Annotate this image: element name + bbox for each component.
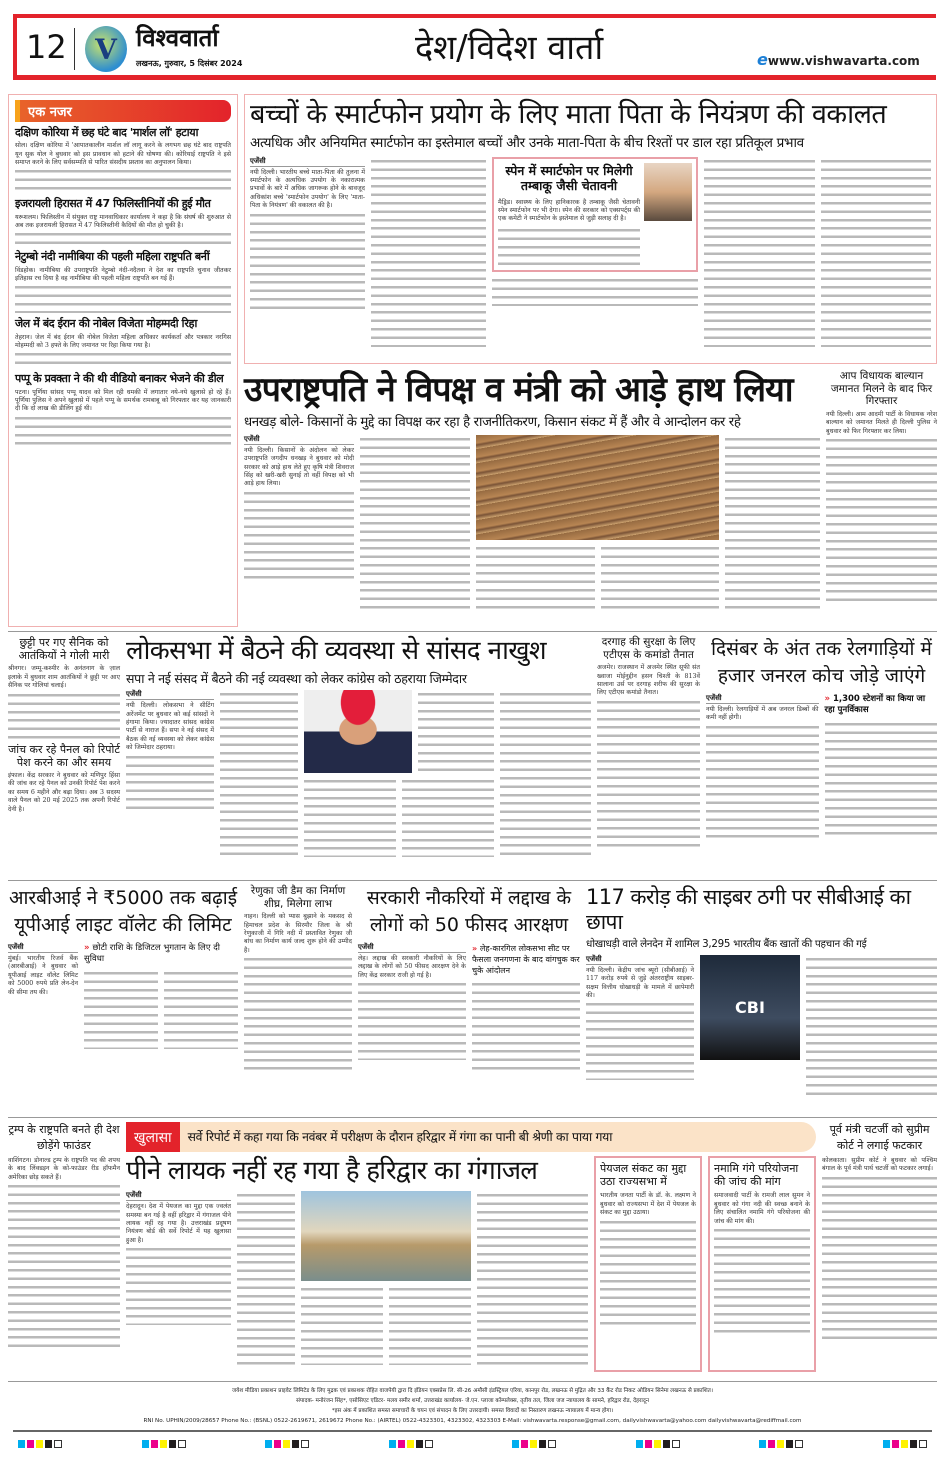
- website-link[interactable]: ewww.vishwavarta.com: [757, 50, 920, 69]
- soldier-body: श्रीनगर। जम्मू-कश्मीर के अनंतनाग के ज़ाल इलाके में बुधवार शाम आतंकियों ने छुट्टी पर आए सैनिक पर गोलियां चलाई।: [8, 665, 120, 690]
- loksabha-headline: लोकसभा में बैठने की व्यवस्था से सांसद नाखुश: [126, 636, 546, 666]
- vp-headline: उपराष्ट्रपति ने विपक्ष व मंत्री को आड़े हाथ लिया: [244, 370, 793, 410]
- paper-name: विश्ववार्ता: [136, 24, 219, 52]
- color-bar: [18, 1440, 62, 1448]
- soldier-title: छुट्टी पर गए सैनिक को आतंकियों ने गोली मारी: [18, 636, 110, 663]
- color-swatch: [274, 1440, 281, 1448]
- ladakh-headline: सरकारी नौकरियों में लद्दाख के लोगों को 50 फीसद आरक्षण: [366, 887, 572, 936]
- ladakh-body-text: [472, 980, 580, 1070]
- crosshair-icon: [301, 1440, 309, 1448]
- color-swatch: [398, 1440, 405, 1448]
- loksabha-body: नयी दिल्ली। लोकसभा ने सीटिंग अरेंजमेंट पर बुधवार को कई सांसदों ने हंगामा किया। ज्यादातर सांसद कांग्रेस पार्टी से नाराज हैं। सपा ने नई संसद में बैठक की नई व्यवस्था को लेकर कांग्रेस को जिम्मेदार ठहराया।: [126, 702, 214, 752]
- dargah-body: अजमेर। राजस्थान में अजमेर स्थित सूफी संत ख्वाजा मोईनुद्दीन हसन चिश्ती के 813वें सालाना उर्स पर दरगाह शरीफ की सुरक्षा के लिए एटीएस कमांडो तैनात।: [597, 664, 700, 697]
- rail-headline: दिसंबर के अंत तक रेलगाड़ियों में हजार जनरल कोच जोड़े जाएंगे: [711, 638, 932, 687]
- aap-story: [826, 370, 937, 606]
- chatterjee-title: पूर्व मंत्री चटर्जी को सुप्रीम कोर्ट ने लगाई फटकार: [829, 1123, 930, 1152]
- color-swatch: [18, 1440, 25, 1448]
- cbi-body-col: [586, 955, 694, 1081]
- akhilesh-photo: [304, 690, 412, 773]
- ek-nazar-column: [8, 94, 238, 627]
- crosshair-icon: [548, 1440, 556, 1448]
- trump-body: वाशिंगटन। डोनाल्ड ट्रम्प के राष्ट्रपति पद की शपथ के बाद लिंक्डइन के को-फाउंडर रीड हॉफमैन अमेरिका छोड़ सकते हैं।: [8, 1157, 120, 1181]
- ganga-body-col: [126, 1191, 231, 1325]
- loksabha-body-text: [220, 690, 298, 858]
- rail-body-text: [825, 720, 938, 840]
- color-swatch: [663, 1440, 670, 1448]
- byline: एजेंसी: [8, 943, 78, 953]
- divider: [74, 28, 75, 70]
- section-title: देश/विदेश वार्ता: [415, 28, 604, 68]
- dargah-title: दरगाह की सुरक्षा के लिए एटीएस के कमांडो तैनात: [601, 636, 696, 661]
- ladakh-callout: » लेह-कारगिल लोकसभा सीट पर फैसला जनगणना के बाद वांगचुक कर चुके आंदोलन: [472, 944, 580, 975]
- byline: एजेंसी: [706, 694, 819, 704]
- imprint-line: *इस अंक में प्रकाशित समस्त समाचारों के चयन एवं संपादन के लिए उत्तरदायी। समस्त विवादों का निस्तारण लखनऊ न्यायालय में मान्य होगा।: [331, 1408, 614, 1414]
- page-body: [8, 94, 937, 1456]
- imprint-line: संपादक- मनोरंजन सिंह*, एसोसिएट एडिटर- मलय समीर शर्मा, उत्तराखंड कार्यालय- जे.एन. प्लाजा कॉम्पलेक्स, तृतीय तल, जिला जज न्यायालय के सामने, हरिद्वार रोड, देहरादून: [296, 1398, 649, 1404]
- manipur-title: जांच कर रहे पैनल को रिपोर्ट पेश करने का और समय: [8, 742, 120, 769]
- khulasa-text: सर्वे रिपोर्ट में कहा गया कि नवंबर में परीक्षण के दौरान हरिद्वार में गंगा का पानी बी श्रेणी का पाया गया: [187, 1129, 613, 1144]
- news-brief-body: विंडहोक। नामीबिया की उपराष्ट्रपति नेटुम्बो नंदी-नदैतवा ने देश का राष्ट्रपति चुनाव जीतकर इतिहास रच दिया है वह नामीबिया की पहली महिला राष्ट्रपति बन गई हैं।: [15, 266, 231, 282]
- imprint: [8, 1386, 937, 1426]
- color-swatch: [283, 1440, 290, 1448]
- spain-box: [492, 157, 698, 272]
- color-bar: [759, 1440, 803, 1448]
- divider: [8, 631, 937, 632]
- color-swatch: [883, 1440, 890, 1448]
- page-number: 12: [26, 28, 67, 66]
- namami-body: समाजवादी पार्टी के रामजी लाल सुमन ने बुधवार को गंगा नदी की स्वच्छ बनाने के लिए संचालित नमामि गंगे परियोजना की जांच की मांग की।: [714, 1192, 810, 1225]
- news-brief-body: सोल। दक्षिण कोरिया में 'आपातकालीन मार्शल लॉ लागू करने के लगभग छह घंटे बाद राष्ट्रपति यून सुक योल ने बुधवार को इस प्रावधान को हटाने की घोषणा की। कोरियाई राष्ट्रपति ने इसे समाप्त करने के लिए सर्वसम्मति से पारित संसदीय प्रस्ताव का अनुपालन किया।: [15, 142, 231, 166]
- cbi-photo: CBI: [700, 955, 800, 1060]
- news-brief-title: दक्षिण कोरिया में छह घंटे बाद 'मार्शल लॉ' हटाया: [15, 126, 199, 139]
- registration-marks: [18, 1440, 927, 1448]
- color-swatch: [539, 1440, 546, 1448]
- color-swatch: [142, 1440, 149, 1448]
- byline: एजेंसी: [250, 157, 365, 167]
- vp-body-text: [360, 435, 470, 610]
- lead-story: [244, 94, 937, 364]
- color-bar: [636, 1440, 680, 1448]
- rbi-callout: » छोटी राशि के डिजिटल भुगतान के लिए दी सुविधा: [84, 943, 220, 964]
- color-swatch: [636, 1440, 643, 1448]
- rail-body-col: [706, 694, 819, 843]
- rbi-body: मुंबई। भारतीय रिजर्व बैंक (आरबीआई) ने बुधवार को यूपीआई लाइट वॉलेट लिमिट को 5000 रुपये प्रति लेन-देन की सीमा तय की।: [8, 955, 78, 996]
- dateline: लखनऊ, गुरुवार, 5 दिसंबर 2024: [136, 59, 243, 68]
- lead-body-left: [250, 157, 365, 311]
- color-bar: [389, 1440, 433, 1448]
- ladakh-body-col: [358, 943, 466, 1060]
- color-swatch: [759, 1440, 766, 1448]
- color-bar: [883, 1440, 927, 1448]
- lead-subhead: अत्यधिक और अनियमित स्मार्टफोन का इस्तेमाल बच्चों और उनके माता-पिता के बीच रिश्तों पर डाल रहा प्रतिकूल प्रभाव: [250, 135, 804, 152]
- aap-title: आप विधायक बाल्यान जमानत मिलने के बाद फिर गिरफ्तार: [830, 370, 933, 408]
- color-bar: [265, 1440, 309, 1448]
- news-brief: [15, 317, 231, 368]
- color-swatch: [265, 1440, 272, 1448]
- imprint-line: जयेश मीडिया प्रकाशन प्राइवेट लिमिटेड के लिए मुद्रक एवं प्रकाशक रोहित वाजपेयी द्वारा दि इंडियन एक्सप्रेस लि. सी-26 अमौसी इंडस्ट्रियल एरिया, कानपुर रोड, लखनऊ से मुद्रित और 33 कैंट रोड निकट ओडियन सिनेमा लखनऊ से प्रकाशित।: [231, 1388, 713, 1394]
- color-swatch: [910, 1440, 917, 1448]
- news-brief-body: पटना। पूर्णिया सांसद पप्पू यादव को मिल रही धमकी में लगातार नये-नये खुलासे हो रहे हैं। पूर्णिया पुलिस ने अपने खुलासे में पहले पप्पू के समर्थक रामबाबू को गिरफ्तार कर यह जानकारी दी कि दो लाख की डीलिंग हुई थी।: [15, 388, 231, 413]
- trump-title: ट्रम्प के राष्ट्रपति बनते ही देश छोड़ेंगे फाउंडर: [8, 1123, 120, 1152]
- crosshair-icon: [425, 1440, 433, 1448]
- color-swatch: [292, 1440, 299, 1448]
- khulasa-tag: खुलासा: [126, 1122, 180, 1152]
- ganga-body: देहरादून। देश में पेयजल का मुद्दा एक ज्वलंत समस्या बन गई है वहीं हरिद्वार में गंगाजल पीने लायक नहीं रह गया है। उत्तराखंड प्रदूषण नियंत्रण बोर्ड की सर्वे रिपोर्ट में यह खुलासा हुआ है।: [126, 1203, 231, 1244]
- color-swatch: [777, 1440, 784, 1448]
- color-swatch: [521, 1440, 528, 1448]
- news-brief-title: इजरायली हिरासत में 47 फिलिस्तीनियों की हुई मौत: [15, 197, 211, 211]
- color-swatch: [45, 1440, 52, 1448]
- byline: एजेंसी: [244, 435, 354, 445]
- chatterjee-body: कोलकाता। सुप्रीम कोर्ट ने बुधवार को पश्चिम बंगाल के पूर्व मंत्री पार्थ चटर्जी को फटकार लगाई।: [822, 1157, 937, 1173]
- cbi-body-text: [806, 955, 937, 1095]
- water-body: भारतीय जनता पार्टी के डॉ. के. लक्ष्मण ने बुधवार को राज्यसभा में देश में पेयजल के संकट का मुद्दा उठाया।: [600, 1192, 696, 1217]
- crosshair-icon: [178, 1440, 186, 1448]
- khulasa-banner: [126, 1122, 816, 1152]
- ganga-body-text: [477, 1191, 588, 1366]
- color-swatch: [654, 1440, 661, 1448]
- loksabha-body-col: [126, 690, 214, 812]
- color-swatch: [530, 1440, 537, 1448]
- news-brief: [15, 250, 231, 313]
- cbi-headline: 117 करोड़ की साइबर ठगी पर सीबीआई का छापा: [586, 885, 911, 935]
- parliament-photo: [476, 435, 719, 540]
- crosshair-icon: [795, 1440, 803, 1448]
- ganga-body-text: [237, 1191, 295, 1366]
- ladakh-body: लेह। लद्दाख की सरकारी नौकरियों के लिए लद्दाख के लोगों को 50 फीसद आरक्षण देने के लिए केंद्र सरकार राजी हो गई है।: [358, 955, 466, 979]
- divider: [8, 1117, 937, 1118]
- aap-body: नयी दिल्ली। आम आदमी पार्टी के विधायक नरेश बाल्यान को जमानत मिलते ही दिल्ली पुलिस ने बुधवार को फिर गिरफ्तार कर लिया।: [826, 410, 937, 435]
- divider: [8, 1381, 937, 1382]
- byline: एजेंसी: [358, 943, 466, 953]
- manipur-body: इंफाल। केंद्र सरकार ने बुधवार को मणिपुर हिंसा की जांच कर रहे पैनल को उनकी रिपोर्ट पेश करने का समय 6 महीने और बढ़ा दिया। अब 3 सदस्य वाले पैनल को 20 मई 2025 तक अपनी रिपोर्ट देनी है।: [8, 771, 120, 813]
- news-brief: [15, 126, 231, 193]
- browser-e-icon: e: [757, 50, 768, 69]
- lead-body-text: [371, 157, 486, 347]
- loksabha-body-text: [418, 690, 494, 773]
- news-brief-title: जेल में बंद ईरान की नोबेल विजेता मोहम्मदी रिहा: [15, 317, 197, 331]
- vp-body-text: [476, 544, 719, 610]
- news-brief: [15, 372, 231, 449]
- divider: [13, 1430, 932, 1432]
- ganga-headline: पीने लायक नहीं रह गया है हरिद्वार का गंगाजल: [126, 1156, 538, 1186]
- color-swatch: [645, 1440, 652, 1448]
- spain-box-title: स्पेन में स्मार्टफोन पर मिलेगी तम्बाकू जैसी चेतावनी: [505, 162, 633, 193]
- news-brief: [15, 197, 231, 246]
- news-brief-title: पप्पू के प्रवक्ता ने की थी वीडियो बनाकर भेजने की डील: [15, 372, 224, 386]
- rbi-headline: आरबीआई ने ₹5000 तक बढ़ाई यूपीआई लाइट वॉलेट की लिमिट: [8, 887, 238, 936]
- dargah-story: [597, 636, 700, 848]
- spain-box-body: मैड्रिड। स्वास्थ्य के लिए हानिकारक है तम्बाकू जैसी चेतावनी स्पेन स्मार्टफोन पर भी देगा। स्पेन की सरकार को एक्सपर्ट्स की एक कमेटी ने स्मार्टफोन के इस्तेमाल से जुड़ी सलाह दी है।: [498, 198, 640, 223]
- color-swatch: [786, 1440, 793, 1448]
- lead-headline: बच्चों के स्मार्टफोन प्रयोग के लिए माता पिता के नियंत्रण की वकालत: [250, 99, 887, 130]
- byline: एजेंसी: [126, 1191, 231, 1201]
- imprint-line: RNI No. UPHIN/2009/28657 Phone No.: (BSNL) 0522-2619671, 2619672 Phone No.: (AIRTEL) 0522-4323301, 4323302, 4323303 E-Mail: vishwavarta.response@gmail.com, dailyvishwavarta@yahoo.com dailyvishwavarta@rediffmail.com: [143, 1418, 802, 1424]
- rbi-body-text: [84, 969, 238, 1049]
- byline: एजेंसी: [126, 690, 214, 700]
- renuka-title: रेणुका जी डैम का निर्माण शीघ्र, मिलेगा लाभ: [250, 885, 346, 910]
- water-title: पेयजल संकट का मुद्दा उठा राज्यसभा में: [600, 1162, 687, 1189]
- renuka-body: नाहन। दिल्ली को प्यास बुझाने के मकसद से हिमाचल प्रदेश के सिरमौर जिला के श्री रेणुकाजी में गिरि नदी में प्रस्तावित रेणुका जी बांध का निर्माण कार्य जल्द शुरू होने की उम्मीद है।: [244, 913, 352, 954]
- chatterjee-story: [822, 1122, 937, 1344]
- namami-title: नमामि गंगे परियोजना की जांच की मांग: [714, 1162, 799, 1189]
- loksabha-body-text: [304, 777, 494, 857]
- lead-body: नयी दिल्ली। भारतीय बच्चे माता-पिता की तुलना में स्मार्टफोन के अत्यधिक उपयोग के नकारात्मक प्रभावों के बारे में अधिक जागरूक होने के बावजूद अधिकांश बच्चे 'स्मार्टफोन उपयोग' के लिए 'माता-पिता के नियंत्रण' की वकालत की है।: [250, 168, 365, 210]
- loksabha-body-text: [500, 690, 591, 858]
- news-brief-body: तेहरान। जेल में बंद ईरान की नोबेल विजेता महिला अधिकार कार्यकर्ता और पत्रकार नरगिस मोहम्मदी को 3 हफ्ते के लिए जमानत पर रिहा किया गया है।: [15, 333, 231, 349]
- rbi-body-col: [8, 943, 78, 997]
- cbi-subhead: धोखाधड़ी वाले लेनदेन में शामिल 3,295 भारतीय बैंक खातों की पहचान की गई: [586, 938, 867, 951]
- color-swatch: [151, 1440, 158, 1448]
- vp-subhead: धनखड़ बोले- किसानों के मुद्दे का विपक्ष कर रहा है राजनीतिकरण, किसान संकट में हैं और वे आन्दोलन कर रहे: [244, 414, 741, 430]
- color-swatch: [892, 1440, 899, 1448]
- soldier-story: [8, 636, 120, 814]
- child-phone-photo: [644, 163, 692, 221]
- loksabha-subhead: सपा ने नई संसद में बैठने की नई व्यवस्था को लेकर कांग्रेस को ठहराया जिम्मेदार: [126, 671, 467, 687]
- color-swatch: [36, 1440, 43, 1448]
- color-swatch: [160, 1440, 167, 1448]
- color-swatch: [407, 1440, 414, 1448]
- vp-body-col: [244, 435, 354, 579]
- trump-story: [8, 1122, 120, 1352]
- news-brief-title: नेटुम्बो नंदी नामीबिया की पहली महिला राष्ट्रपति बनीं: [15, 250, 210, 264]
- color-swatch: [901, 1440, 908, 1448]
- color-swatch: [27, 1440, 34, 1448]
- color-swatch: [416, 1440, 423, 1448]
- color-swatch: [512, 1440, 519, 1448]
- cbi-body: नयी दिल्ली। केंद्रीय जांच ब्यूरो (सीबीआई) ने 117 करोड़ रुपये से जुड़े अंतरराष्ट्रीय साइबर-सक्षम वित्तीय धोखाधड़ी के मामले में छापेमारी की।: [586, 966, 694, 999]
- byline: एजेंसी: [586, 955, 694, 965]
- water-crisis-box: [594, 1156, 702, 1372]
- lead-body-text: [492, 276, 698, 306]
- vp-body-text: [725, 435, 820, 610]
- color-swatch: [768, 1440, 775, 1448]
- renuka-story: [244, 885, 352, 1070]
- haridwar-photo: [301, 1191, 471, 1281]
- rail-body: नयी दिल्ली। रेलगाड़ियों में अब जनरल डिब्बों की कमी नहीं होगी।: [706, 706, 819, 722]
- news-brief-body: यरूशलम। फिलिस्तीन में संयुक्त राष्ट्र मानवाधिकार कार्यालय ने कहा है कि संघर्ष की शुरुआत से अब तक इजरायली हिरासत में 47 फिलिस्तीनी कैदियों की मौत हो चुकी है।: [15, 213, 231, 229]
- logo-icon: V: [85, 26, 127, 72]
- namami-gange-box: [708, 1156, 816, 1372]
- rail-callout: » 1,300 स्टेशनों का किया जा रहा पुनर्विकास: [824, 694, 926, 715]
- lead-body-right: [704, 157, 931, 347]
- color-swatch: [169, 1440, 176, 1448]
- ek-nazar-label: एक नजर: [15, 100, 231, 122]
- divider: [8, 880, 937, 881]
- ganga-body-text: [301, 1285, 471, 1365]
- color-swatch: [389, 1440, 396, 1448]
- color-bar: [512, 1440, 556, 1448]
- crosshair-icon: [919, 1440, 927, 1448]
- crosshair-icon: [54, 1440, 62, 1448]
- color-bar: [142, 1440, 186, 1448]
- crosshair-icon: [672, 1440, 680, 1448]
- vp-body: नयी दिल्ली। किसानों के अंदोलन को लेकर उपराष्ट्रपति जगदीप धनखड़ ने बुधवार को मोदी सरकार को आड़े हाथ लेते हुए कृषि मंत्री शिवराज सिंह को खरी-खरी सुनाई तो वहीं विपक्ष को भी आड़े हाथ लिया।: [244, 446, 354, 488]
